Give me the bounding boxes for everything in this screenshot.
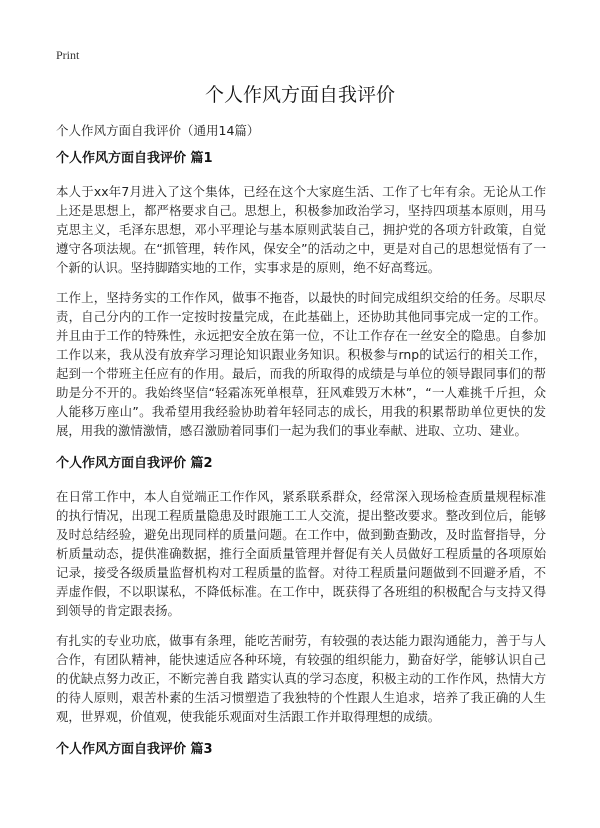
section-heading: 个人作风方面自我评价 篇2 xyxy=(56,456,213,471)
page-title: 个人作风方面自我评价 xyxy=(204,84,395,106)
section-heading: 个人作风方面自我评价 篇3 xyxy=(56,742,213,757)
paragraph: 工作上，坚持务实的工作作风，做事不拖沓，以最快的时间完成组织交给的任务。尽职尽责，自己分内的工作一定按时按量完成，在此基础上，还协助其他同事完成一定的工作。并且由于工作的特殊性，永远把安全放在第一位，不让工作存在一丝安全的隐患。自参加工作以来，我从没有放弃学习理论知识跟业务知识。积极参与rnp的试运行的相关工作，起到一个带班主任应有的作用。最后，而我的所取得的成绩是与单位的领导跟同事们的帮助是分不开的。我始终坚信“轻霜冻死单根草，狂风难毁万木林”，“一人难挑千斤担，众人能移万座山”。我希望用我经验协助着年轻同志的成长，用我的积累帮助单位更快的发展，用我的激情激情，感召激励着同事们一起为我们的事业奉献、进取、立功、建业。 xyxy=(56,290,546,438)
page-subtitle: 个人作风方面自我评价（通用14篇） xyxy=(56,123,260,138)
paragraph: 有扎实的专业功底，做事有条理，能吃苦耐劳，有较强的表达能力跟沟通能力，善于与人合作，有团队精神，能快速适应各种环境，有较强的组织能力，勤奋好学，能够认识自己的优缺点努力改正，不断完善自我 踏实认真的学习态度，积极主动的工作作风，热情大方的待人原则，艰苦朴素的生活习惯塑造了我独特的个性跟人生追求，培养了我正确的人生观，世界观，价值观，使我能乐观面对生活跟工作并取得理想的成绩。 xyxy=(56,633,546,724)
section-heading: 个人作风方面自我评价 篇1 xyxy=(56,151,213,166)
section-3 xyxy=(56,741,546,759)
paragraph: 在日常工作中，本人自觉端正工作作风，紧系联系群众，经常深入现场检查质量规程标准的执行情况，出现工程质量隐患及时跟施工工人交流，提出整改要求。整改到位后，能够及时总结经验，避免出现同样的质量问题。在工作中，做到勤查勤改，及时监督指导，分析质量动态，提供准确数据，推行全面质量管理并督促有关人员做好工程质量的各项原始记录，接受各级质量监督机构对工程质量的监督。对待工程质量问题做到不回避矛盾，不弄虚作假，不以职谋私，不降低标准。在工作中，既获得了各班组的积极配合与支持又得到领导的肯定跟表扬。 xyxy=(56,489,546,618)
print-link[interactable]: Print xyxy=(56,48,80,62)
section-2 xyxy=(56,455,546,726)
article-body xyxy=(56,150,546,773)
paragraph: 本人于xx年7月进入了这个集体，已经在这个大家庭生活、工作了七年有余。无论从工作上还是思想上，都严格要求自己。思想上，积极参加政治学习，坚持四项基本原则，用马克思主义，毛泽东思想，邓小平理论与基本原则武装自己，拥护党的各项方针政策，自觉遵守各项法规。在“抓管理，转作风，保安全”的活动之中，更是对自己的思想觉悟有了一个新的认识。坚持脚踏实地的工作，实事求是的原则，绝不好高骛远。 xyxy=(56,184,546,275)
section-1 xyxy=(56,150,546,440)
